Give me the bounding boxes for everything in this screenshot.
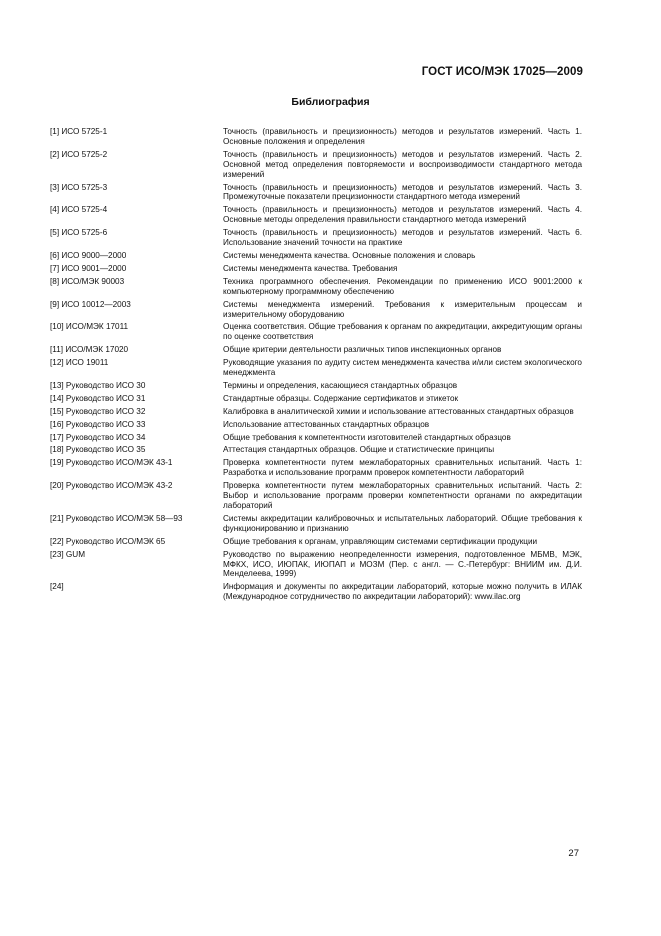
reference-item — [50, 264, 582, 274]
reference-id: [10] ИСО/МЭК 17011 — [50, 322, 129, 332]
reference-id: [2] ИСО 5725-2 — [50, 149, 108, 159]
reference-id: [8] ИСО/МЭК 90003 — [50, 276, 125, 286]
reference-item — [50, 322, 582, 342]
reference-item — [50, 183, 582, 203]
reference-id: [24] — [50, 582, 64, 592]
reference-item — [50, 582, 582, 602]
reference-item — [50, 251, 582, 261]
reference-text: Стандартные образцы. Содержание сертификатов и этикеток — [223, 393, 459, 403]
reference-text: Точность (правильность и прецизионность) методов и результатов измерений. Часть 3. Промежуточные показатели прецизионности стандартного метода измерений — [223, 182, 582, 202]
reference-text: Руководство по выражению неопределенности измерения, подготовленное МБМВ, МЭК, МФКХ, ИСО, ИЮПАК, ИЮПАП и МОЗМ (Пер. с англ. — С.-Петербург: ВНИИМ им. Д.И. Менделеева, 1999) — [223, 549, 582, 579]
reference-text: Общие требования к компетентности изготовителей стандартных образцов — [223, 432, 511, 442]
reference-id: [17] Руководство ИСО 34 — [50, 432, 146, 442]
reference-item — [50, 458, 582, 478]
reference-item — [50, 150, 582, 180]
reference-item — [50, 550, 582, 580]
reference-text: Руководящие указания по аудиту систем менеджмента качества и/или систем экологического менеджмента — [223, 358, 582, 378]
bibliography-list — [50, 127, 582, 605]
reference-item — [50, 514, 582, 534]
reference-text: Аттестация стандартных образцов. Общие и статистические принципы — [223, 445, 495, 455]
reference-text: Использование аттестованных стандартных образцов — [223, 419, 430, 429]
page-number: 27 — [568, 848, 579, 859]
reference-item — [50, 394, 582, 404]
reference-id: [22] Руководство ИСО/МЭК 65 — [50, 536, 166, 546]
reference-id: [6] ИСО 9000—2000 — [50, 250, 127, 260]
reference-text: Информация и документы по аккредитации лабораторий, которые можно получить в ИЛАК (Международное сотрудничество по аккредитации лабораторий): www.ilac.org — [223, 582, 582, 602]
reference-item — [50, 407, 582, 417]
reference-text: Системы менеджмента качества. Основные положения и словарь — [223, 250, 476, 260]
reference-id: [11] ИСО/МЭК 17020 — [50, 345, 129, 355]
reference-id: [21] Руководство ИСО/МЭК 58—93 — [50, 513, 183, 523]
reference-text: Точность (правильность и прецизионность) методов и результатов измерений. Часть 1. Основные положения и определения — [223, 127, 582, 146]
reference-id: [7] ИСО 9001—2000 — [50, 263, 127, 273]
reference-item — [50, 358, 582, 378]
reference-text: Системы менеджмента качества. Требования — [223, 263, 398, 273]
reference-item — [50, 277, 582, 297]
reference-id: [9] ИСО 10012—2003 — [50, 299, 131, 309]
reference-item — [50, 481, 582, 511]
document-code: ГОСТ ИСО/МЭК 17025—2009 — [421, 66, 583, 78]
reference-id: [14] Руководство ИСО 31 — [50, 393, 146, 403]
reference-text: Системы аккредитации калибровочных и испытательных лабораторий. Общие требования к функционированию и признанию — [223, 513, 582, 533]
reference-item — [50, 433, 582, 443]
reference-text: Системы менеджмента измерений. Требования к измерительным процессам и измерительному оборудованию — [223, 299, 582, 319]
reference-id: [20] Руководство ИСО/МЭК 43-2 — [50, 481, 173, 491]
reference-item — [50, 537, 582, 547]
reference-text: Точность (правильность и прецизионность) методов и результатов измерений. Часть 6. Использование значений точности на практике — [223, 228, 582, 248]
reference-item — [50, 381, 582, 391]
reference-item — [50, 445, 582, 455]
reference-id: [16] Руководство ИСО 33 — [50, 419, 146, 429]
reference-text: Оценка соответствия. Общие требования к органам по аккредитации, аккредитующим органы по оценке соответствия — [223, 322, 582, 342]
reference-item — [50, 420, 582, 430]
reference-id: [3] ИСО 5725-3 — [50, 182, 108, 192]
reference-text: Термины и определения, касающиеся стандартных образцов — [223, 380, 458, 390]
reference-id: [12] ИСО 19011 — [50, 358, 109, 368]
page-title: Библиография — [291, 96, 370, 108]
reference-id: [4] ИСО 5725-4 — [50, 205, 108, 215]
reference-id: [19] Руководство ИСО/МЭК 43-1 — [50, 458, 173, 468]
reference-id: [5] ИСО 5725-6 — [50, 228, 108, 238]
reference-item — [50, 205, 582, 225]
reference-text: Точность (правильность и прецизионность) методов и результатов измерений. Часть 2. Основной метод определения повторяемости и воспроизводимости стандартного метода измерений — [223, 149, 582, 179]
reference-text: Проверка компетентности путем межлабораторных сравнительных испытаний. Часть 2: Выбор и использование программ проверки компетентности органами по аккредитации лабораторий — [223, 481, 582, 510]
reference-item — [50, 345, 582, 355]
reference-text: Техника программного обеспечения. Рекомендации по применению ИСО 9001:2000 к компьютерному программному обеспечению — [223, 276, 582, 296]
reference-text: Точность (правильность и прецизионность) методов и результатов измерений. Часть 4. Основные методы определения правильности стандартного метода измерений — [223, 205, 582, 225]
reference-text: Общие критерии деятельности различных типов инспекционных органов — [223, 345, 502, 355]
reference-id: [13] Руководство ИСО 30 — [50, 380, 146, 390]
reference-text: Проверка компетентности путем межлабораторных сравнительных испытаний. Часть 1: Разработка и использование программ проверок компетентности лабораторий — [223, 458, 582, 478]
reference-id: [1] ИСО 5725-1 — [50, 127, 108, 136]
reference-item — [50, 228, 582, 248]
reference-id: [18] Руководство ИСО 35 — [50, 445, 146, 455]
reference-text: Общие требования к органам, управляющим системами сертификации продукции — [223, 536, 538, 546]
reference-item — [50, 127, 582, 147]
reference-item — [50, 300, 582, 320]
reference-id: [15] Руководство ИСО 32 — [50, 406, 146, 416]
reference-text: Калибровка в аналитической химии и использование аттестованных стандартных образцов — [223, 406, 574, 416]
reference-id: [23] GUM — [50, 549, 86, 559]
